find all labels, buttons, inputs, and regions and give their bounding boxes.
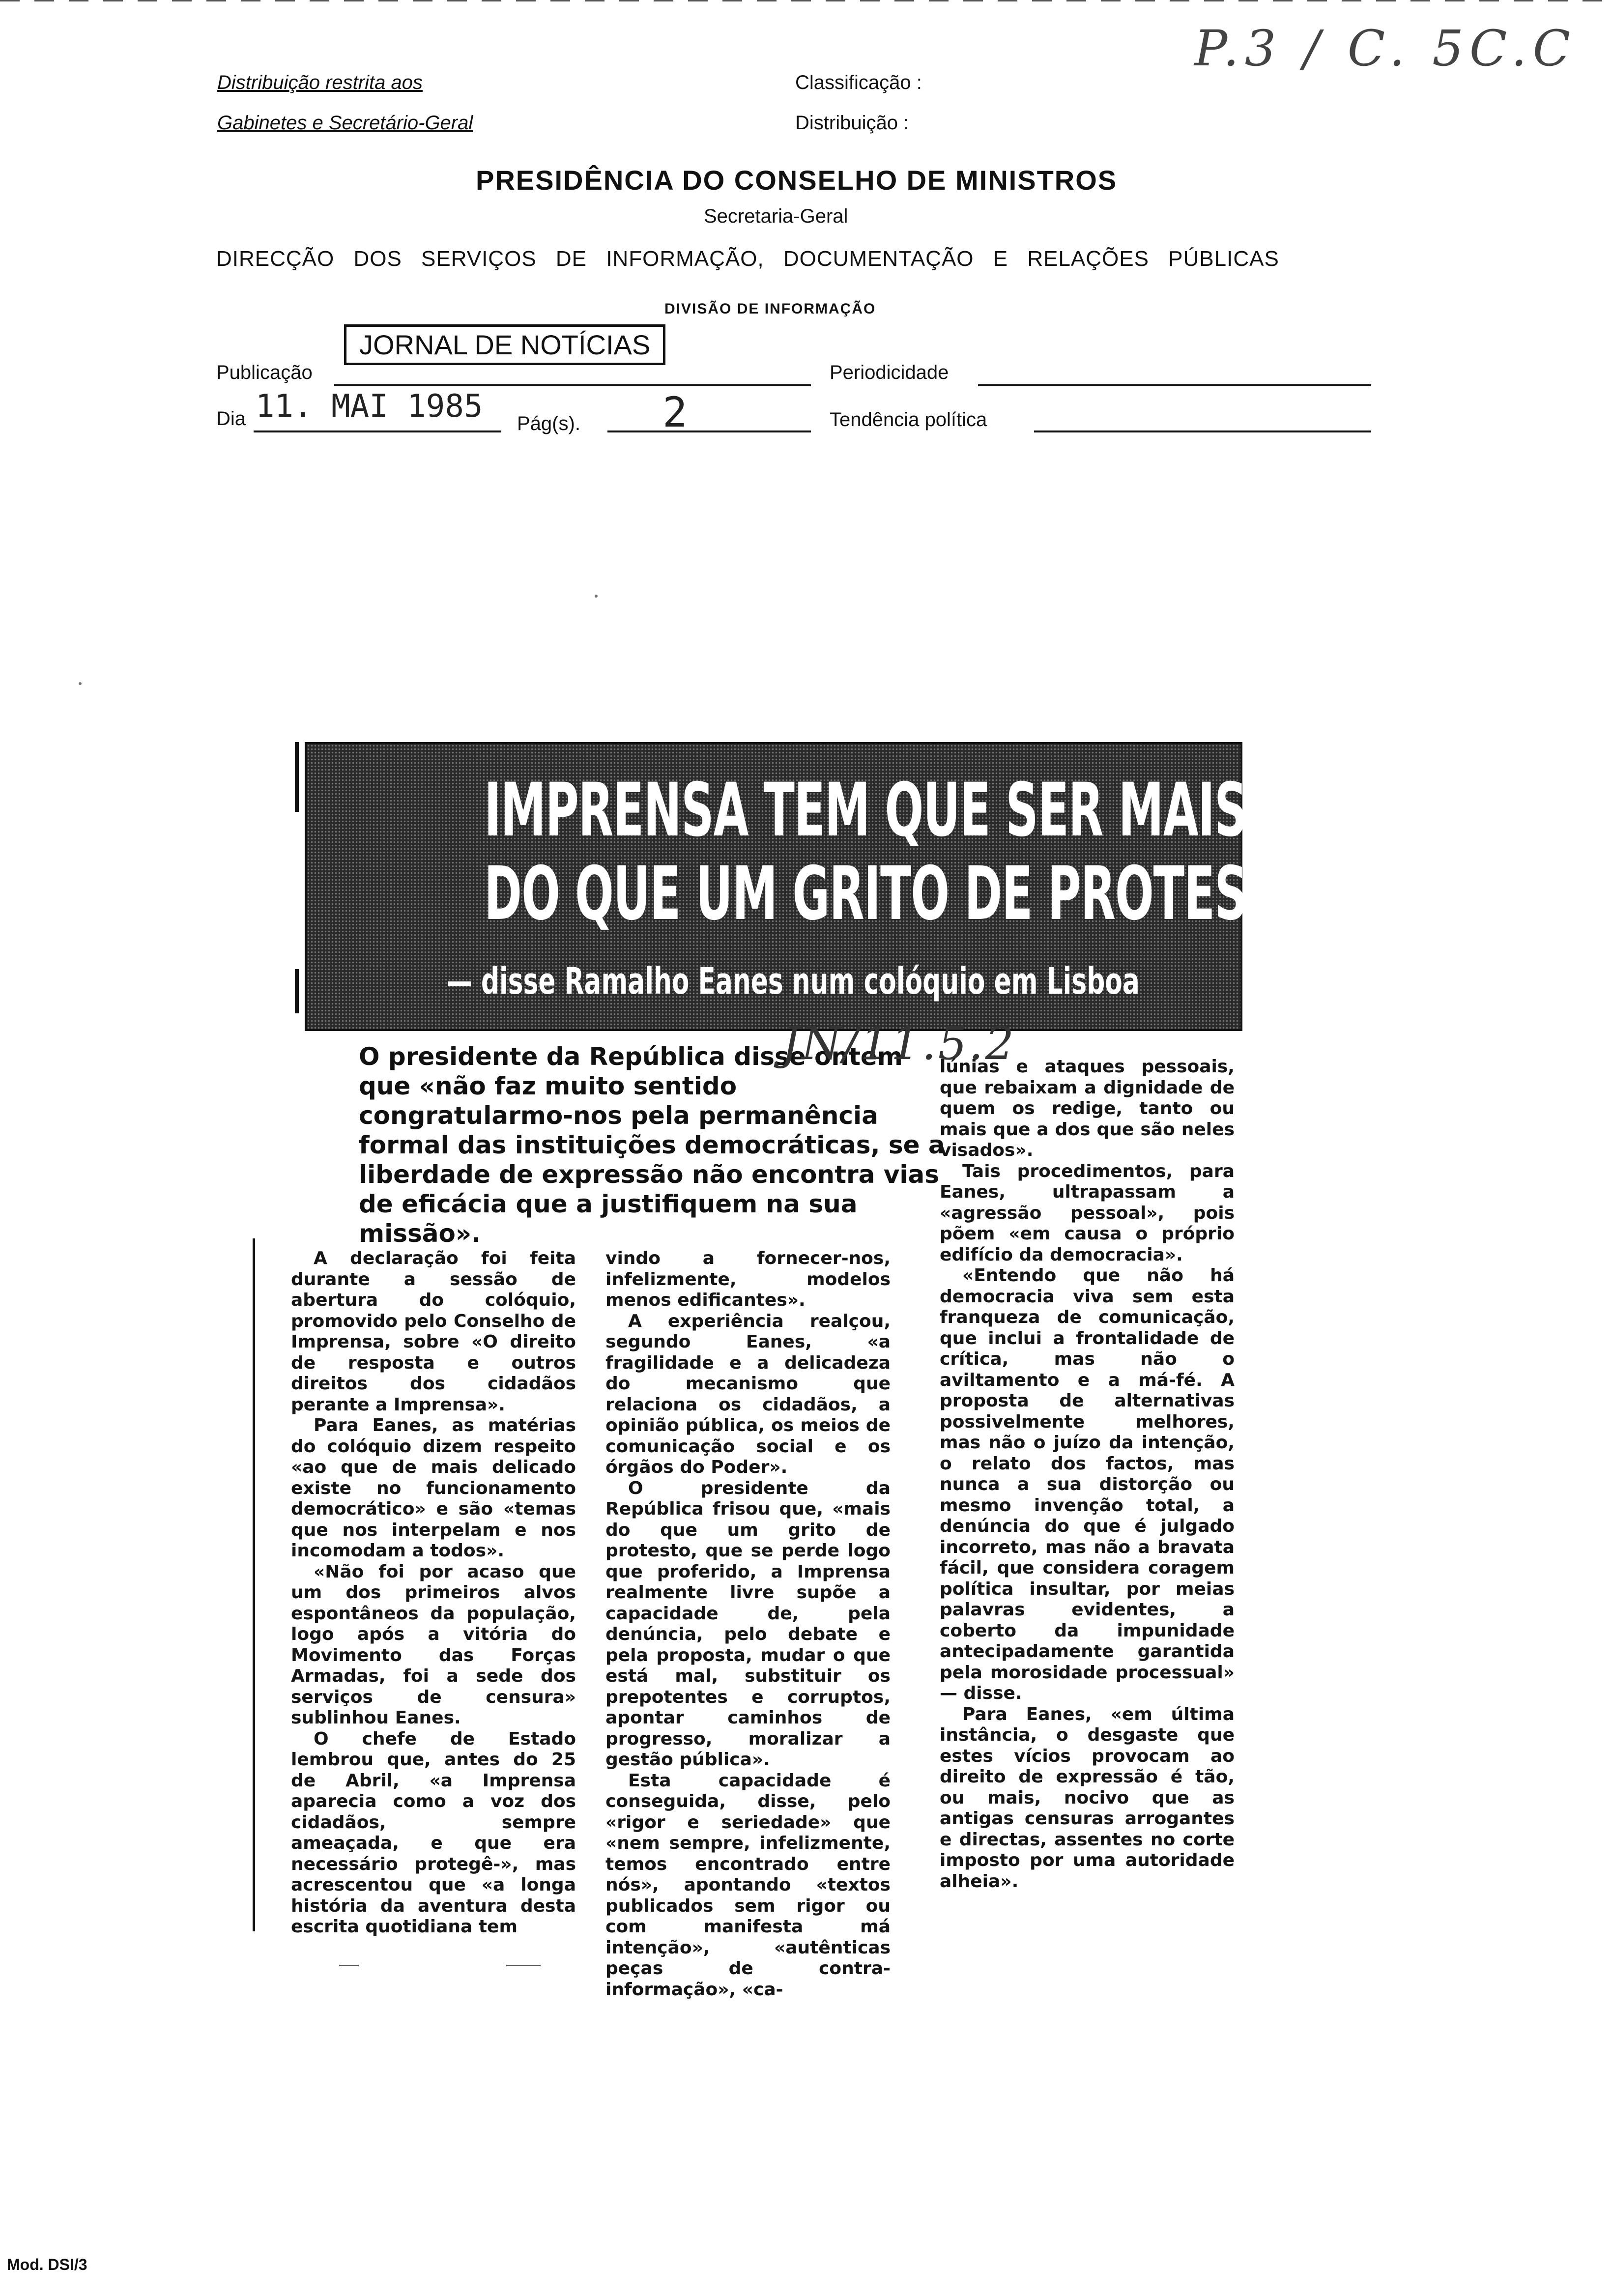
- dia-line: [254, 430, 501, 432]
- publicacao-line: [334, 384, 811, 386]
- tendencia-line: [1034, 430, 1371, 432]
- article-column-2: [605, 1248, 891, 2000]
- paragraph: «Entendo que não há democracia viva sem esta franqueza de comunicação, que inclui a frontalidade de crítica, mas não o aviltamento e a má-fé. A proposta de alternativas possivelmente melhores, mas não o juízo da intenção, o relato dos factos, mas nunca a sua distorção ou mesmo invenção total, a denúncia do que é julgado incorreto, mas não a bravata fácil, que considera coragem política insultar, por meias palavras evidentes, a coberto da impunidade antecipadamente garantida pela morosidade processual» — disse.: [940, 1265, 1235, 1703]
- paragraph: A declaração foi feita durante a sessão de abertura do colóquio, promovido pelo Conselho de Imprensa, sobre «O direito de resposta e outros direitos dos cidadãos perante a Imprensa».: [291, 1248, 576, 1415]
- paragraph: Para Eanes, as matérias do colóquio dizem respeito «ao que de mais delicado existe no funcionamento democrático» e são «temas que nos interpelam e nos incomodam a todos».: [291, 1415, 576, 1561]
- pags-line: [607, 430, 811, 432]
- scan-mark: [339, 1965, 359, 1966]
- paragraph: lúnias e ataques pessoais, que rebaixam a dignidade de quem os redige, tanto ou mais que a dos que são neles visados».: [940, 1057, 1235, 1160]
- periodicidade-line: [978, 384, 1371, 386]
- scan-mark: [506, 1965, 541, 1966]
- clipping-edge-mid: [295, 969, 299, 1013]
- classificacao-label: Classificação :: [795, 72, 922, 93]
- restricted-line-1: Distribuição restrita aos: [217, 72, 423, 93]
- article-lead: O presidente da República disse ontem que «não faz muito sentido congratularmo-nos pela permanência formal das instituições democráticas, se a liberdade de expressão não encontra vias de eficácia que a justifiquem na sua missão».: [359, 1042, 945, 1248]
- headline-subtitle: — disse Ramalho Eanes num colóquio em Lisboa: [447, 960, 1140, 1003]
- paragraph: O chefe de Estado lembrou que, antes do 25 de Abril, «a Imprensa aparecia como a voz dos cidadãos, sempre ameaçada, e que era necessário protegê-», mas acrescentou que «a longa história da aventura desta escrita quotidiana tem: [291, 1728, 576, 1937]
- paragraph: «Não foi por acaso que um dos primeiros alvos espontâneos da população, logo após a vitória do Movimento das Forças Armadas, foi a sede dos serviços de censura» sublinhou Eanes.: [291, 1561, 576, 1728]
- publicacao-stamp: JORNAL DE NOTÍCIAS: [344, 324, 665, 365]
- headline-banner: [305, 742, 1316, 1031]
- periodicidade-label: Periodicidade: [830, 362, 949, 383]
- scan-speck: [595, 595, 598, 598]
- clipping-edge-top: [295, 742, 299, 812]
- article-column-3: [940, 1057, 1235, 1892]
- restricted-line-2: Gabinetes e Secretário-Geral: [217, 112, 473, 134]
- direccao-line: DIRECÇÃO DOS SERVIÇOS DE INFORMAÇÃO, DOCUMENTAÇÃO E RELAÇÕES PÚBLICAS: [216, 247, 1279, 271]
- clipping-edge-left: [253, 1238, 255, 1931]
- paragraph: vindo a fornecer-nos, infelizmente, modelos menos edificantes».: [605, 1248, 891, 1310]
- divisao-label: DIVISÃO DE INFORMAÇÃO: [664, 301, 876, 317]
- page-subtitle: Secretaria-Geral: [704, 205, 848, 227]
- distribuicao-label: Distribuição :: [795, 112, 909, 134]
- model-label: Mod. DSI/3: [7, 2256, 87, 2273]
- paragraph: Esta capacidade é conseguida, disse, pelo «rigor e seriedade» que «nem sempre, infelizmente, temos encontrado entre nós», apontando «textos publicados sem rigor ou com manifesta má intenção», «autênticas peças de contra-informação», «ca-: [605, 1770, 891, 2000]
- top-border: [0, 0, 1612, 1]
- paragraph: A experiência realçou, segundo Eanes, «a fragilidade e a delicadeza do mecanismo que relaciona os cidadãos, a opinião pública, os meios de comunicação social e os órgãos do Poder».: [605, 1311, 891, 1477]
- paragraph: Tais procedimentos, para Eanes, ultrapassam a «agressão pessoal», pois põem «em causa o próprio edifício da democracia».: [940, 1161, 1235, 1265]
- handwritten-mark: JN/11.5.2: [781, 1017, 1016, 1070]
- headline-line-1: IMPRENSA TEM QUE SER MAIS: [484, 768, 1247, 853]
- handwritten-reference: P.3 / C. 5C.C: [1194, 20, 1577, 77]
- headline-line-2: DO QUE UM GRITO DE PROTESTO: [484, 851, 1316, 937]
- pags-label: Pág(s).: [517, 413, 580, 434]
- paragraph: Para Eanes, «em última instância, o desgaste que estes vícios provocam ao direito de expressão é tão, ou mais, nocivo que as antigas censuras arrogantes e directas, assentes no corte imposto por uma autoridade alheia».: [940, 1704, 1235, 1892]
- dia-value: 11. MAI 1985: [256, 388, 483, 425]
- publicacao-label: Publicação: [216, 362, 313, 383]
- pags-value: 2: [662, 388, 688, 436]
- tendencia-label: Tendência política: [830, 409, 987, 430]
- article-column-1: [291, 1248, 576, 1938]
- page-title: PRESIDÊNCIA DO CONSELHO DE MINISTROS: [476, 165, 1118, 196]
- dia-label: Dia: [216, 408, 246, 430]
- paragraph: O presidente da República frisou que, «mais do que um grito de protesto, que se perde logo que proferido, a Imprensa realmente livre supõe a capacidade de, pela denúncia, pelo debate e pela proposta, mudar o que está mal, substituir os prepotentes e corruptos, apontar caminhos de progresso, moralizar a gestão pública».: [605, 1478, 891, 1770]
- scan-speck: [79, 682, 82, 685]
